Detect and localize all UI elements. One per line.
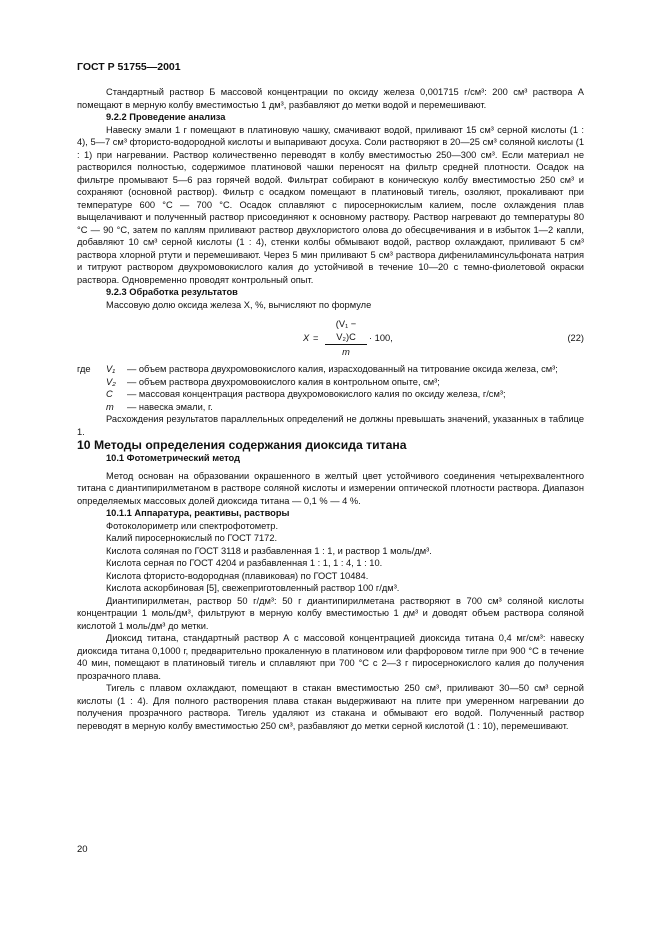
standard-header: ГОСТ Р 51755—2001 xyxy=(77,61,181,73)
reagent-line: Кислота фтористо-водородная (плавиковая) по ГОСТ 10484. xyxy=(106,570,369,581)
legend-symbol: С xyxy=(106,389,113,399)
formula-lhs: X xyxy=(303,333,310,343)
paragraph-analysis-procedure: Навеску эмали 1 г помещают в платиновую чашку, смачивают водой, приливают 15 см³ серной кислоты (1 : 4), 5—7 см³ фтористо-водородной кислоты и выпаривают досуха. Соли растворяют в 20—25 см³ соляной кислоты (1 : 1) при нагревании. Раствор количественно переводят в колбу вместимостью 250—300 см³. Если материал не растворился полностью, содержимое платиновой чашки переносят на фильтр средней плотности. Осадок на фильтре промывают 5—6 раз горячей водой. Фильтрат собирают в коническую колбу вместимостью 250 см³ и сохраняют (основной раствор). Фильтр с осадком помещают в платиновый тигель, озоляют, прокаливают при температуре 600 °С — 700 °С. Осадок сплавляют с пиросернокислым калием, после охлаждения плав выщелачивают и полученный раствор присоединяют к основному раствору. Раствор нагревают до температуры 80 °С — 90 °С, затем по каплям приливают раствор двухлористого олова до обесцвечивания и в избыток 1—2 капли, добавляют 10 см³ серной кислоты (1 : 4), стенки колбы обмывают водой, раствор охлаждают, приливают 5 см³ раствора хлорной ртути и перемешивают. Через 5 мин приливают 5 см³ раствора дифениламинсульфоната натрия и титруют раствором двухромовокислого калия до устойчивой в течение 10—20 с темно-фиолетовой окраски раствора. Одновременно проводят контрольный опыт. xyxy=(77,124,584,285)
reagent-line: Кислота серная по ГОСТ 4204 и разбавленная 1 : 1, 1 : 4, 1 : 10. xyxy=(106,558,383,568)
paragraph-titanium-dioxide-standard: Диоксид титана, стандартный раствор А с массовой концентрацией диоксида титана 0,4 мг/см³: навеску диоксида титана 0,1000 г, предварительно прокаленную в платиновом или фарфоровом тигле при 900 °С в течение 40 мин, помещают в платиновый тигель и сплавляют при 700 °С с 2—3 г пиросернокислого калия до получения прозрачного плава. xyxy=(77,633,584,681)
legend-item xyxy=(77,388,584,401)
formula-fraction xyxy=(325,318,367,359)
section-heading-9-2-2: 9.2.2 Проведение анализа xyxy=(106,112,226,122)
reagent-line: Калий пиросернокислый по ГОСТ 7172. xyxy=(106,533,278,543)
formula-22 xyxy=(77,316,584,360)
legend-lead: где xyxy=(77,364,91,374)
legend-text: — объем раствора двухромовокислого калия в контрольном опыте, см³; xyxy=(127,376,440,387)
section-heading-9-2-3: 9.2.3 Обработка результатов xyxy=(106,287,238,297)
formula-number: (22) xyxy=(567,333,584,343)
paragraph-crucible-procedure: Тигель с плавом охлаждают, помещают в стакан вместимостью 250 см³, приливают 30—50 см³ серной кислоты (1 : 4). Для полного растворения плава стакан выдерживают на плите при умеренном нагревании до получения прозрачного раствора. Тигель удаляют из стакана и обмывают его водой. Полученный раствор переводят в мерную колбу вместимостью 250 см³, разбавляют до метки серной кислотой (1 : 10), перемешивают. xyxy=(77,683,584,731)
section-heading-10: 10 Методы определения содержания диоксида титана xyxy=(77,438,407,452)
section-heading-10-1-1: 10.1.1 Аппаратура, реактивы, растворы xyxy=(106,508,290,518)
fraction-bar xyxy=(325,344,367,345)
section-heading-10-1: 10.1 Фотометрический метод xyxy=(106,453,241,463)
paragraph-formula-intro: Массовую долю оксида железа X, %, вычисляют по формуле xyxy=(106,299,372,310)
reagent-line: Фотоколориметр или спектрофотометр. xyxy=(106,520,279,531)
legend-symbol: V₁ xyxy=(106,364,116,374)
paragraph-diantipyrylmethane: Диантипирилметан, раствор 50 г/дм³: 50 г диантипирилметана растворяют в 700 см³ соляной кислоты концентрации 1 моль/дм³, фильтруют в мерную колбу вместимостью 1 дм³ и доводят объем раствора соляной кислотой 1 моль/дм³ до метки. xyxy=(77,595,584,631)
formula-legend xyxy=(77,363,584,413)
legend-item xyxy=(77,376,584,389)
legend-symbol: V₂ xyxy=(106,376,116,387)
legend-text: — навеска эмали, г. xyxy=(127,401,213,412)
paragraph-standard-solution-b: Стандартный раствор Б массовой концентрации по оксиду железа 0,001715 г/см³: 200 см³ раствора А помещают в мерную колбу вместимостью 1 дм³, разбавляют до метки водой и перемешивают. xyxy=(77,87,584,110)
legend-text: — объем раствора двухромовокислого калия, израсходованный на титрование оксида железа, см³; xyxy=(127,364,558,374)
reagent-line: Кислота аскорбиновая [5], свежеприготовленный раствор 100 г/дм³. xyxy=(106,583,400,593)
legend-item xyxy=(77,363,584,376)
formula-equals: = xyxy=(313,333,319,343)
legend-text: — массовая концентрация раствора двухромовокислого калия по оксиду железа, г/см³; xyxy=(127,389,506,399)
reagent-line: Кислота соляная по ГОСТ 3118 и разбавленная 1 : 1, и раствор 1 моль/дм³. xyxy=(106,545,432,556)
paragraph-discrepancy: Расхождения результатов параллельных определений не должны превышать значений, указанных в таблице 1. xyxy=(77,414,584,437)
formula-denominator: m xyxy=(342,347,350,357)
page-content xyxy=(77,86,584,732)
paragraph-method-principle: Метод основан на образовании окрашенного в желтый цвет устойчивого соединения четырехвалентного титана с диантипирилметаном в растворе соляной кислоты и измерении оптической плотности раствора. Диапазон определяемых массовых долей диоксида титана — 0,1 % — 4 %. xyxy=(77,470,584,506)
formula-numerator: (V₁ − V₂)C xyxy=(335,319,357,342)
page-number: 20 xyxy=(77,844,88,855)
formula-tail: · 100, xyxy=(369,333,393,343)
legend-symbol: m xyxy=(106,401,114,412)
legend-item xyxy=(77,401,584,414)
